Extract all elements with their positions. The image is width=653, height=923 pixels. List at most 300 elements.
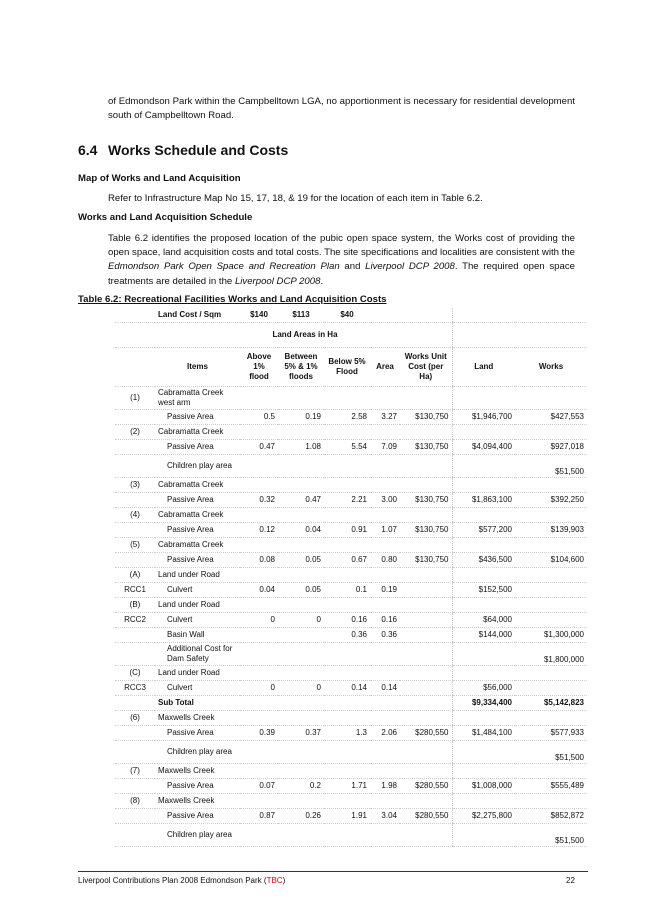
cell-works: $555,489 bbox=[515, 779, 587, 794]
land-areas-row bbox=[115, 323, 587, 348]
cell-below bbox=[324, 387, 370, 410]
cell-between: 0.26 bbox=[278, 809, 324, 824]
cell-area bbox=[370, 455, 400, 478]
cell-unit bbox=[400, 568, 452, 583]
cell-id bbox=[115, 741, 155, 764]
section-title: Works Schedule and Costs bbox=[108, 142, 289, 158]
table-row bbox=[115, 410, 587, 425]
cell-works: $51,500 bbox=[515, 741, 587, 764]
schedule-text-1: Table 6.2 identifies the proposed location of the pubic open space system, the Works cost of providing the open space, land acquisition costs and total costs. The site specifications and localities are consistent with the bbox=[108, 233, 575, 259]
cell-area bbox=[370, 425, 400, 440]
cell-item: Passive Area bbox=[155, 410, 240, 425]
footer-text bbox=[78, 876, 285, 885]
table-row bbox=[115, 598, 587, 613]
cell-below bbox=[324, 741, 370, 764]
cell-unit bbox=[400, 387, 452, 410]
cell-above bbox=[240, 387, 278, 410]
cell-land: $2,275,800 bbox=[452, 809, 515, 824]
schedule-text-3: . The required open space treatments are detailed in the bbox=[108, 261, 575, 287]
cell-item: Land under Road bbox=[155, 568, 240, 583]
cell-above: 0.5 bbox=[240, 410, 278, 425]
cell-below: 0.1 bbox=[324, 583, 370, 598]
cell-above: 0.32 bbox=[240, 493, 278, 508]
cell-works: $139,903 bbox=[515, 523, 587, 538]
costs-table bbox=[115, 308, 587, 847]
cell-id bbox=[115, 410, 155, 425]
cell-below bbox=[324, 711, 370, 726]
table-caption: Table 6.2: Recreational Facilities Works and Land Acquisition Costs bbox=[78, 294, 387, 305]
cell-between: 0.05 bbox=[278, 553, 324, 568]
table-row bbox=[115, 478, 587, 493]
cell-item: Children play area bbox=[155, 824, 240, 847]
cell-land: $144,000 bbox=[452, 628, 515, 643]
cell-land bbox=[452, 764, 515, 779]
cell-item: Children play area bbox=[155, 741, 240, 764]
table-row bbox=[115, 568, 587, 583]
table-row bbox=[115, 824, 587, 847]
schedule-text-2: and bbox=[339, 261, 366, 273]
cell-item: Culvert bbox=[155, 681, 240, 696]
table-row bbox=[115, 681, 587, 696]
cell-id bbox=[115, 824, 155, 847]
table-row bbox=[115, 809, 587, 824]
table-row bbox=[115, 553, 587, 568]
cell-area bbox=[370, 741, 400, 764]
cell-works: $104,600 bbox=[515, 553, 587, 568]
cell-between: 0 bbox=[278, 613, 324, 628]
cell-below bbox=[324, 643, 370, 666]
table-row bbox=[115, 711, 587, 726]
cell-above: 0.08 bbox=[240, 553, 278, 568]
table-row bbox=[115, 523, 587, 538]
cell-between bbox=[278, 455, 324, 478]
cell-above: 0 bbox=[240, 613, 278, 628]
cell-land bbox=[452, 794, 515, 809]
cell-area: 0.16 bbox=[370, 613, 400, 628]
cell-unit bbox=[400, 613, 452, 628]
cell-below bbox=[324, 478, 370, 493]
cell-works: $1,800,000 bbox=[515, 643, 587, 666]
cell-works: $852,872 bbox=[515, 809, 587, 824]
cell-above bbox=[240, 568, 278, 583]
schedule-em-3: Liverpool DCP 2008 bbox=[234, 275, 321, 287]
cell-area: 7.09 bbox=[370, 440, 400, 455]
cell-between bbox=[278, 508, 324, 523]
cell-unit bbox=[400, 425, 452, 440]
cell-area bbox=[370, 643, 400, 666]
cell-above bbox=[240, 741, 278, 764]
table-row bbox=[115, 538, 587, 553]
col-area: Area bbox=[370, 348, 400, 387]
cell-unit bbox=[400, 741, 452, 764]
footer-title: Liverpool Contributions Plan 2008 Edmondson Park ( bbox=[78, 876, 267, 885]
cell-id bbox=[115, 779, 155, 794]
cell-land bbox=[452, 508, 515, 523]
table-row bbox=[115, 440, 587, 455]
cell-unit bbox=[400, 628, 452, 643]
cell-item: Passive Area bbox=[155, 440, 240, 455]
section-heading bbox=[78, 142, 288, 158]
cell-between bbox=[278, 741, 324, 764]
cell-area: 2.06 bbox=[370, 726, 400, 741]
cell-unit bbox=[400, 508, 452, 523]
footer-rule bbox=[78, 871, 588, 872]
cell-works: $577,933 bbox=[515, 726, 587, 741]
cell-works bbox=[515, 764, 587, 779]
cell-above: 0.04 bbox=[240, 583, 278, 598]
cell-area bbox=[370, 824, 400, 847]
schedule-heading: Works and Land Acquisition Schedule bbox=[78, 212, 253, 223]
cell-land: $1,484,100 bbox=[452, 726, 515, 741]
cell-area bbox=[370, 568, 400, 583]
cell-below bbox=[324, 824, 370, 847]
col-items: Items bbox=[155, 348, 240, 387]
cell-area bbox=[370, 478, 400, 493]
cell-item: Passive Area bbox=[155, 523, 240, 538]
table-row bbox=[115, 696, 587, 711]
cell-above bbox=[240, 425, 278, 440]
land-cost-2: $113 bbox=[278, 308, 324, 323]
cell-works: $51,500 bbox=[515, 455, 587, 478]
table-row bbox=[115, 628, 587, 643]
cell-unit bbox=[400, 478, 452, 493]
cell-between: 1.08 bbox=[278, 440, 324, 455]
cell-unit: $130,750 bbox=[400, 493, 452, 508]
column-header-row bbox=[115, 348, 587, 387]
cell-unit bbox=[400, 455, 452, 478]
cell-works bbox=[515, 387, 587, 410]
cell-unit: $130,750 bbox=[400, 523, 452, 538]
cell-item: Sub Total bbox=[155, 696, 240, 711]
cell-id: (A) bbox=[115, 568, 155, 583]
cell-above bbox=[240, 824, 278, 847]
cell-below bbox=[324, 455, 370, 478]
cell-area: 0.80 bbox=[370, 553, 400, 568]
cell-land: $64,000 bbox=[452, 613, 515, 628]
cell-item: Passive Area bbox=[155, 779, 240, 794]
cell-between bbox=[278, 387, 324, 410]
cell-between: 0.04 bbox=[278, 523, 324, 538]
cell-above bbox=[240, 696, 278, 711]
cell-id bbox=[115, 726, 155, 741]
cell-area: 3.04 bbox=[370, 809, 400, 824]
cell-below: 5.54 bbox=[324, 440, 370, 455]
cell-land bbox=[452, 666, 515, 681]
cell-area: 1.98 bbox=[370, 779, 400, 794]
cell-unit bbox=[400, 583, 452, 598]
cell-above: 0.47 bbox=[240, 440, 278, 455]
cell-below bbox=[324, 568, 370, 583]
cell-between: 0.05 bbox=[278, 583, 324, 598]
page-number: 22 bbox=[566, 876, 575, 885]
cell-id: (6) bbox=[115, 711, 155, 726]
cell-works bbox=[515, 666, 587, 681]
cell-area bbox=[370, 711, 400, 726]
land-areas-label: Land Areas in Ha bbox=[240, 323, 370, 348]
cell-below: 0.14 bbox=[324, 681, 370, 696]
cell-item: Culvert bbox=[155, 583, 240, 598]
col-between: Between 5% & 1% floods bbox=[278, 348, 324, 387]
cell-works: $427,553 bbox=[515, 410, 587, 425]
table-row bbox=[115, 455, 587, 478]
cell-works bbox=[515, 598, 587, 613]
cell-works: $5,142,823 bbox=[515, 696, 587, 711]
cell-between: 0.37 bbox=[278, 726, 324, 741]
land-cost-1: $140 bbox=[240, 308, 278, 323]
cell-unit: $130,750 bbox=[400, 410, 452, 425]
cell-area bbox=[370, 387, 400, 410]
cell-id bbox=[115, 628, 155, 643]
land-cost-row bbox=[115, 308, 587, 323]
cell-area bbox=[370, 666, 400, 681]
cell-land bbox=[452, 598, 515, 613]
cell-works bbox=[515, 681, 587, 696]
cell-works: $927,018 bbox=[515, 440, 587, 455]
cell-works: $1,300,000 bbox=[515, 628, 587, 643]
cell-works bbox=[515, 711, 587, 726]
cell-below: 0.16 bbox=[324, 613, 370, 628]
cell-item: Children play area bbox=[155, 455, 240, 478]
cell-above: 0.39 bbox=[240, 726, 278, 741]
cell-item: Additional Cost for Dam Safety bbox=[155, 643, 240, 666]
cell-below bbox=[324, 598, 370, 613]
cell-id: (B) bbox=[115, 598, 155, 613]
cell-below bbox=[324, 696, 370, 711]
cell-below: 1.3 bbox=[324, 726, 370, 741]
cell-below bbox=[324, 425, 370, 440]
cell-between bbox=[278, 711, 324, 726]
intro-paragraph: of Edmondson Park within the Campbelltown LGA, no apportionment is necessary for residential development south of Campbelltown Road. bbox=[108, 96, 575, 122]
cell-item: Land under Road bbox=[155, 666, 240, 681]
cell-between: 0 bbox=[278, 681, 324, 696]
cell-land: $1,946,700 bbox=[452, 410, 515, 425]
cell-below: 1.91 bbox=[324, 809, 370, 824]
cell-works: $392,250 bbox=[515, 493, 587, 508]
cell-above bbox=[240, 628, 278, 643]
cell-below: 2.21 bbox=[324, 493, 370, 508]
cell-works bbox=[515, 538, 587, 553]
cell-above bbox=[240, 538, 278, 553]
cell-id: (4) bbox=[115, 508, 155, 523]
cell-item: Cabramatta Creek west arm bbox=[155, 387, 240, 410]
table-row bbox=[115, 741, 587, 764]
cell-between bbox=[278, 643, 324, 666]
cell-works bbox=[515, 478, 587, 493]
cell-area: 0.19 bbox=[370, 583, 400, 598]
cell-unit bbox=[400, 666, 452, 681]
cell-works bbox=[515, 613, 587, 628]
cell-unit: $280,550 bbox=[400, 779, 452, 794]
cell-area bbox=[370, 794, 400, 809]
table-row bbox=[115, 764, 587, 779]
map-paragraph: Refer to Infrastructure Map No 15, 17, 18, & 19 for the location of each item in Table 6.2. bbox=[108, 193, 483, 204]
table-row bbox=[115, 794, 587, 809]
cell-area bbox=[370, 508, 400, 523]
land-cost-3: $40 bbox=[324, 308, 370, 323]
cell-item: Cabramatta Creek bbox=[155, 538, 240, 553]
col-unit: Works Unit Cost (per Ha) bbox=[400, 348, 452, 387]
schedule-paragraph bbox=[108, 232, 575, 289]
col-land: Land bbox=[452, 348, 515, 387]
table-row bbox=[115, 779, 587, 794]
cell-item: Maxwells Creek bbox=[155, 764, 240, 779]
section-number: 6.4 bbox=[78, 142, 98, 158]
cell-above bbox=[240, 794, 278, 809]
cell-between bbox=[278, 628, 324, 643]
cell-id bbox=[115, 809, 155, 824]
cell-below bbox=[324, 538, 370, 553]
cell-between bbox=[278, 478, 324, 493]
cell-works bbox=[515, 794, 587, 809]
table-row bbox=[115, 493, 587, 508]
table-row bbox=[115, 643, 587, 666]
cell-land bbox=[452, 478, 515, 493]
cell-below: 0.91 bbox=[324, 523, 370, 538]
cell-land bbox=[452, 387, 515, 410]
cell-area: 0.14 bbox=[370, 681, 400, 696]
cell-land: $9,334,400 bbox=[452, 696, 515, 711]
cell-item: Basin Wall bbox=[155, 628, 240, 643]
cell-land: $1,863,100 bbox=[452, 493, 515, 508]
cell-between bbox=[278, 794, 324, 809]
cell-below bbox=[324, 764, 370, 779]
footer-close: ) bbox=[282, 876, 286, 885]
cell-id bbox=[115, 440, 155, 455]
cell-works bbox=[515, 568, 587, 583]
cell-area bbox=[370, 764, 400, 779]
cell-item: Passive Area bbox=[155, 726, 240, 741]
cell-area: 3.00 bbox=[370, 493, 400, 508]
cell-land bbox=[452, 741, 515, 764]
cell-item: Culvert bbox=[155, 613, 240, 628]
cell-unit bbox=[400, 764, 452, 779]
cell-id: (1) bbox=[115, 387, 155, 410]
cell-item: Land under Road bbox=[155, 598, 240, 613]
cell-land bbox=[452, 568, 515, 583]
cell-above bbox=[240, 455, 278, 478]
cell-between bbox=[278, 764, 324, 779]
cell-above: 0 bbox=[240, 681, 278, 696]
cell-unit bbox=[400, 598, 452, 613]
cell-between: 0.19 bbox=[278, 410, 324, 425]
cell-unit bbox=[400, 794, 452, 809]
cell-land: $56,000 bbox=[452, 681, 515, 696]
cell-area: 3.27 bbox=[370, 410, 400, 425]
col-below: Below 5% Flood bbox=[324, 348, 370, 387]
cell-land: $436,500 bbox=[452, 553, 515, 568]
cell-id bbox=[115, 643, 155, 666]
cell-land bbox=[452, 643, 515, 666]
cell-below: 0.36 bbox=[324, 628, 370, 643]
cell-area: 0.36 bbox=[370, 628, 400, 643]
cell-item: Cabramatta Creek bbox=[155, 425, 240, 440]
cell-above bbox=[240, 666, 278, 681]
cell-item: Passive Area bbox=[155, 809, 240, 824]
schedule-em-2: Liverpool DCP 2008 bbox=[365, 261, 455, 273]
cell-item: Maxwells Creek bbox=[155, 794, 240, 809]
cell-below: 1.71 bbox=[324, 779, 370, 794]
cell-above bbox=[240, 643, 278, 666]
cell-unit: $130,750 bbox=[400, 553, 452, 568]
cell-area: 1.07 bbox=[370, 523, 400, 538]
cell-id: (7) bbox=[115, 764, 155, 779]
cell-between bbox=[278, 824, 324, 847]
cell-land bbox=[452, 711, 515, 726]
cell-below bbox=[324, 794, 370, 809]
cell-item: Passive Area bbox=[155, 493, 240, 508]
cell-id: RCC3 bbox=[115, 681, 155, 696]
cell-land: $1,008,000 bbox=[452, 779, 515, 794]
cell-works bbox=[515, 425, 587, 440]
cell-id bbox=[115, 455, 155, 478]
cell-land bbox=[452, 538, 515, 553]
cell-above: 0.12 bbox=[240, 523, 278, 538]
cell-area bbox=[370, 696, 400, 711]
cell-between: 0.47 bbox=[278, 493, 324, 508]
cell-between bbox=[278, 666, 324, 681]
cell-above bbox=[240, 478, 278, 493]
cell-works: $51,500 bbox=[515, 824, 587, 847]
cell-id: (2) bbox=[115, 425, 155, 440]
cell-item: Maxwells Creek bbox=[155, 711, 240, 726]
table-row bbox=[115, 508, 587, 523]
cell-item: Cabramatta Creek bbox=[155, 478, 240, 493]
cell-item: Cabramatta Creek bbox=[155, 508, 240, 523]
cell-area bbox=[370, 598, 400, 613]
cell-unit bbox=[400, 643, 452, 666]
cell-unit bbox=[400, 538, 452, 553]
table-row bbox=[115, 425, 587, 440]
cell-unit bbox=[400, 696, 452, 711]
cell-id bbox=[115, 493, 155, 508]
footer-tbc: TBC bbox=[266, 876, 283, 885]
cell-between bbox=[278, 598, 324, 613]
table-row bbox=[115, 613, 587, 628]
cell-id: (3) bbox=[115, 478, 155, 493]
table-row bbox=[115, 666, 587, 681]
cell-id: RCC2 bbox=[115, 613, 155, 628]
cell-land: $4,094,400 bbox=[452, 440, 515, 455]
cell-between bbox=[278, 538, 324, 553]
cell-id: (C) bbox=[115, 666, 155, 681]
cell-between: 0.2 bbox=[278, 779, 324, 794]
cell-id bbox=[115, 696, 155, 711]
cell-land: $577,200 bbox=[452, 523, 515, 538]
cell-unit: $130,750 bbox=[400, 440, 452, 455]
cell-works bbox=[515, 508, 587, 523]
cell-below bbox=[324, 666, 370, 681]
schedule-text-4: . bbox=[320, 275, 324, 287]
cell-id bbox=[115, 553, 155, 568]
cell-above: 0.87 bbox=[240, 809, 278, 824]
cell-area bbox=[370, 538, 400, 553]
land-cost-label: Land Cost / Sqm bbox=[155, 308, 240, 323]
cell-unit bbox=[400, 681, 452, 696]
table-row bbox=[115, 726, 587, 741]
cell-between bbox=[278, 425, 324, 440]
cell-above bbox=[240, 764, 278, 779]
cell-works bbox=[515, 583, 587, 598]
cell-below bbox=[324, 508, 370, 523]
cell-unit bbox=[400, 824, 452, 847]
table-row bbox=[115, 583, 587, 598]
cell-item: Passive Area bbox=[155, 553, 240, 568]
cell-id bbox=[115, 523, 155, 538]
cell-between bbox=[278, 696, 324, 711]
col-works: Works bbox=[515, 348, 587, 387]
col-above: Above 1% flood bbox=[240, 348, 278, 387]
cell-unit bbox=[400, 711, 452, 726]
